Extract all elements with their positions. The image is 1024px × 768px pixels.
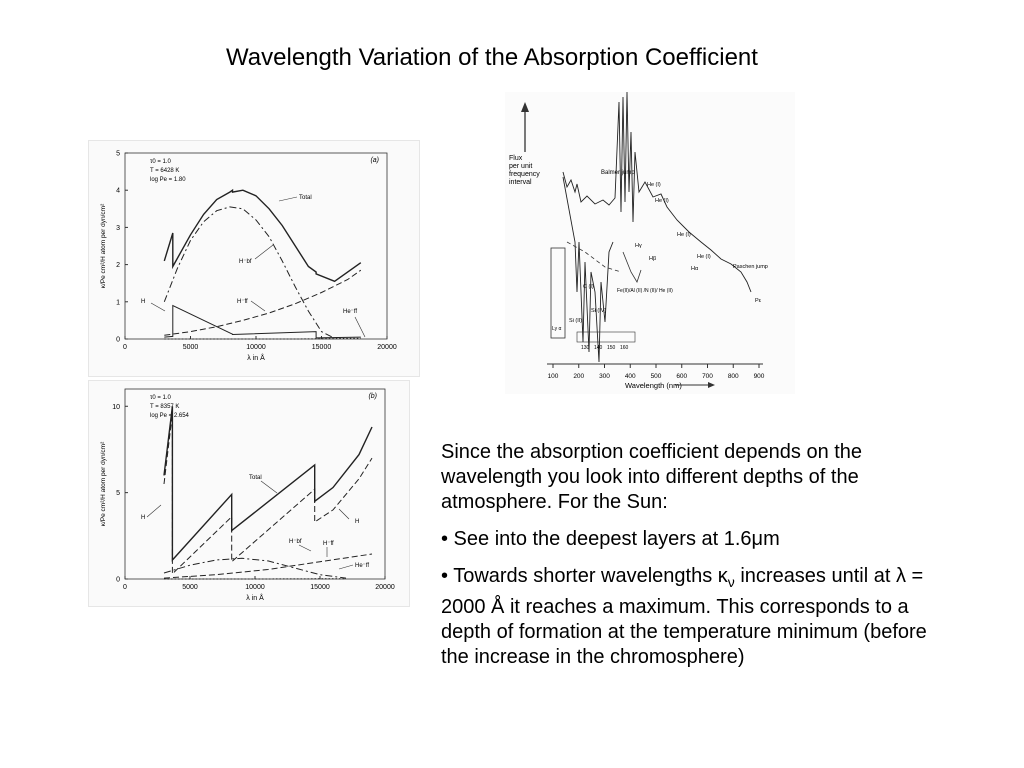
- lambda-symbol: λ: [895, 565, 906, 587]
- series-label-0: Total: [249, 475, 262, 481]
- spectrum-tick-label: 300: [599, 373, 610, 380]
- mu-symbol: μ: [751, 528, 764, 550]
- spectrum-tick-label: 200: [573, 373, 585, 380]
- bullet2-rest: = 2000 Å it reaches a maximum. This corresponds to a depth of formation at the temperature minimum (before the increase in the chromosphere): [441, 565, 927, 668]
- series-label-3: H⁻ff: [323, 541, 334, 547]
- ann-hei-2: He (I): [655, 198, 669, 204]
- series-label-3: H: [141, 299, 146, 305]
- x-tick-label: 10000: [246, 344, 266, 351]
- inset-tick-label: 160: [620, 345, 629, 351]
- spectrum-curve: [563, 92, 751, 292]
- series-label-4: He⁻ff: [355, 563, 370, 569]
- leader-line: [261, 481, 277, 493]
- chart-a-svg: [89, 141, 419, 376]
- leader-line: [279, 197, 297, 201]
- spectrum-tick-label: 800: [727, 373, 739, 380]
- ann-feii: Fe(II)/Al (II) /N (II)/ He (II): [617, 288, 673, 294]
- paragraph-intro: Since the absorption coefficient depends on the wavelength you look into different depths of the atmosphere. For the Sun:: [441, 441, 863, 513]
- y-tick-label: 5: [116, 490, 120, 498]
- series-label-4: He⁻ff: [343, 309, 358, 315]
- y-tick-label: 10: [112, 403, 120, 411]
- series-line-3: [164, 306, 360, 338]
- y-tick-label: 4: [116, 187, 120, 195]
- leader-line: [299, 545, 311, 551]
- ann-siiv: Si (IV): [591, 308, 607, 314]
- body-text: [441, 440, 951, 682]
- chart-panel-a: [88, 140, 420, 377]
- inset-tick-label: 150: [607, 345, 616, 351]
- panel-label: (b): [368, 393, 377, 400]
- series-line-1: [164, 413, 372, 574]
- spectrum-tick-label: 100: [547, 373, 559, 380]
- ann-hei-4: He (I): [697, 254, 711, 260]
- spectrum-ylabel-line: per unit: [509, 163, 533, 170]
- ann-ci: C (I): [583, 284, 594, 290]
- leader-line: [339, 509, 349, 519]
- x-tick-label: 10000: [245, 584, 265, 591]
- bullet2-prefix: • Towards shorter wavelengths: [441, 565, 718, 587]
- x-tick-label: 20000: [375, 584, 395, 591]
- param-text: τ0 = 1.0: [150, 159, 171, 165]
- param-text: T = 8357 K: [150, 404, 180, 410]
- ann-pepsilon: Pε: [755, 298, 762, 304]
- param-text: log Pe = 1.80: [150, 177, 186, 183]
- series-line-3: [164, 554, 372, 578]
- ann-halpha: Hα: [691, 266, 699, 272]
- series-line-0: [164, 190, 360, 281]
- ann-balmer: Balmer jump: [601, 170, 635, 176]
- param-text: τ0 = 1.0: [150, 395, 171, 401]
- ann-hei-3: He (I): [677, 232, 691, 238]
- series-label-2: H⁻bf: [289, 539, 302, 545]
- spectrum-tick-label: 700: [702, 373, 713, 380]
- x-tick-label: 5000: [182, 344, 199, 351]
- solar-spectrum-figure: [505, 92, 795, 394]
- leader-line: [355, 317, 365, 337]
- param-text: log Pe = 2.654: [150, 413, 189, 419]
- y-axis-label: κ/Pe cm²/H atom per dyn/cm²: [100, 441, 107, 527]
- y-tick-label: 0: [116, 336, 120, 344]
- ann-lya: Ly α: [552, 326, 562, 332]
- continuum-dashed: [567, 242, 621, 272]
- x-arrow-head: [708, 382, 715, 388]
- series-label-1: H⁻bf: [239, 259, 252, 265]
- leader-line: [151, 303, 165, 311]
- spectrum-ylabel-line: frequency: [509, 171, 540, 178]
- bullet2-mid: increases until at: [734, 565, 896, 587]
- y-axis-label: κ/Pe cm²/H atom per dyn/cm²: [100, 203, 107, 289]
- leader-line: [251, 301, 265, 311]
- nu-subscript: ν: [727, 574, 735, 590]
- y-tick-label: 2: [116, 262, 120, 270]
- x-tick-label: 15000: [310, 584, 330, 591]
- spectrum-ylabel-line: interval: [509, 179, 532, 186]
- ann-hgamma: Hγ: [635, 243, 642, 249]
- leader-line: [255, 245, 273, 259]
- kappa-symbol: κ: [717, 565, 728, 587]
- x-tick-label: 0: [123, 584, 127, 591]
- bullet-shorter-wavelengths: [441, 564, 951, 670]
- feII-curve: [623, 252, 641, 282]
- lya-box: [551, 248, 565, 338]
- slide-title: Wavelength Variation of the Absorption Coefficient: [226, 44, 758, 71]
- x-tick-label: 20000: [377, 344, 397, 351]
- x-tick-label: 0: [123, 344, 127, 351]
- bullet1-prefix: • See into the deepest layers at 1.6: [441, 528, 752, 550]
- spectrum-x-ticks: [548, 364, 765, 380]
- series-label-1: H: [355, 519, 360, 525]
- y-tick-label: 0: [116, 576, 120, 584]
- spectrum-xlabel: Wavelength (nm): [625, 381, 682, 390]
- x-axis-label: λ in Å: [247, 355, 265, 362]
- series-label-0: Total: [299, 195, 312, 201]
- y-tick-label: 1: [116, 299, 120, 307]
- ann-hei-1: He (I): [647, 182, 661, 188]
- series-line-0: [164, 406, 372, 560]
- inset-tick-label: 140: [594, 345, 603, 351]
- chart-b-svg: [89, 381, 409, 606]
- inset-tick-box: [577, 332, 635, 342]
- ann-paschen: Paschen jump: [733, 264, 768, 270]
- spectrum-ylabel: [509, 155, 540, 186]
- series-line-2: [164, 558, 346, 578]
- ann-hbeta: Hβ: [649, 256, 657, 262]
- x-tick-label: 5000: [182, 584, 198, 591]
- ann-siii: Si (II): [569, 318, 583, 324]
- spectrum-tick-label: 600: [676, 373, 688, 380]
- series-label-h-left: H: [141, 515, 146, 521]
- spectrum-ylabel-line: Flux: [509, 155, 523, 162]
- panel-label: (a): [370, 157, 379, 164]
- bullet-deepest-layers: [441, 527, 951, 552]
- y-tick-label: 5: [116, 150, 120, 158]
- x-tick-label: 15000: [311, 344, 332, 351]
- inset-ticks: [581, 345, 629, 351]
- spectrum-tick-label: 500: [650, 373, 662, 380]
- chart-panel-b: [88, 380, 410, 607]
- series-label-2: H⁻ff: [237, 299, 248, 305]
- inset-tick-label: 130: [581, 345, 590, 351]
- uv-lines-curve: [563, 177, 613, 362]
- spectrum-tick-label: 400: [624, 373, 636, 380]
- bullet1-suffix: m: [763, 528, 780, 550]
- y-arrow-head: [521, 102, 529, 112]
- spectrum-svg: [505, 92, 795, 394]
- leader-line: [339, 565, 353, 569]
- x-axis-label: λ in Å: [246, 595, 264, 602]
- spectrum-tick-label: 900: [753, 373, 765, 380]
- param-text: T = 6428 K: [150, 168, 180, 174]
- leader-line: [147, 505, 161, 517]
- y-tick-label: 3: [116, 224, 120, 232]
